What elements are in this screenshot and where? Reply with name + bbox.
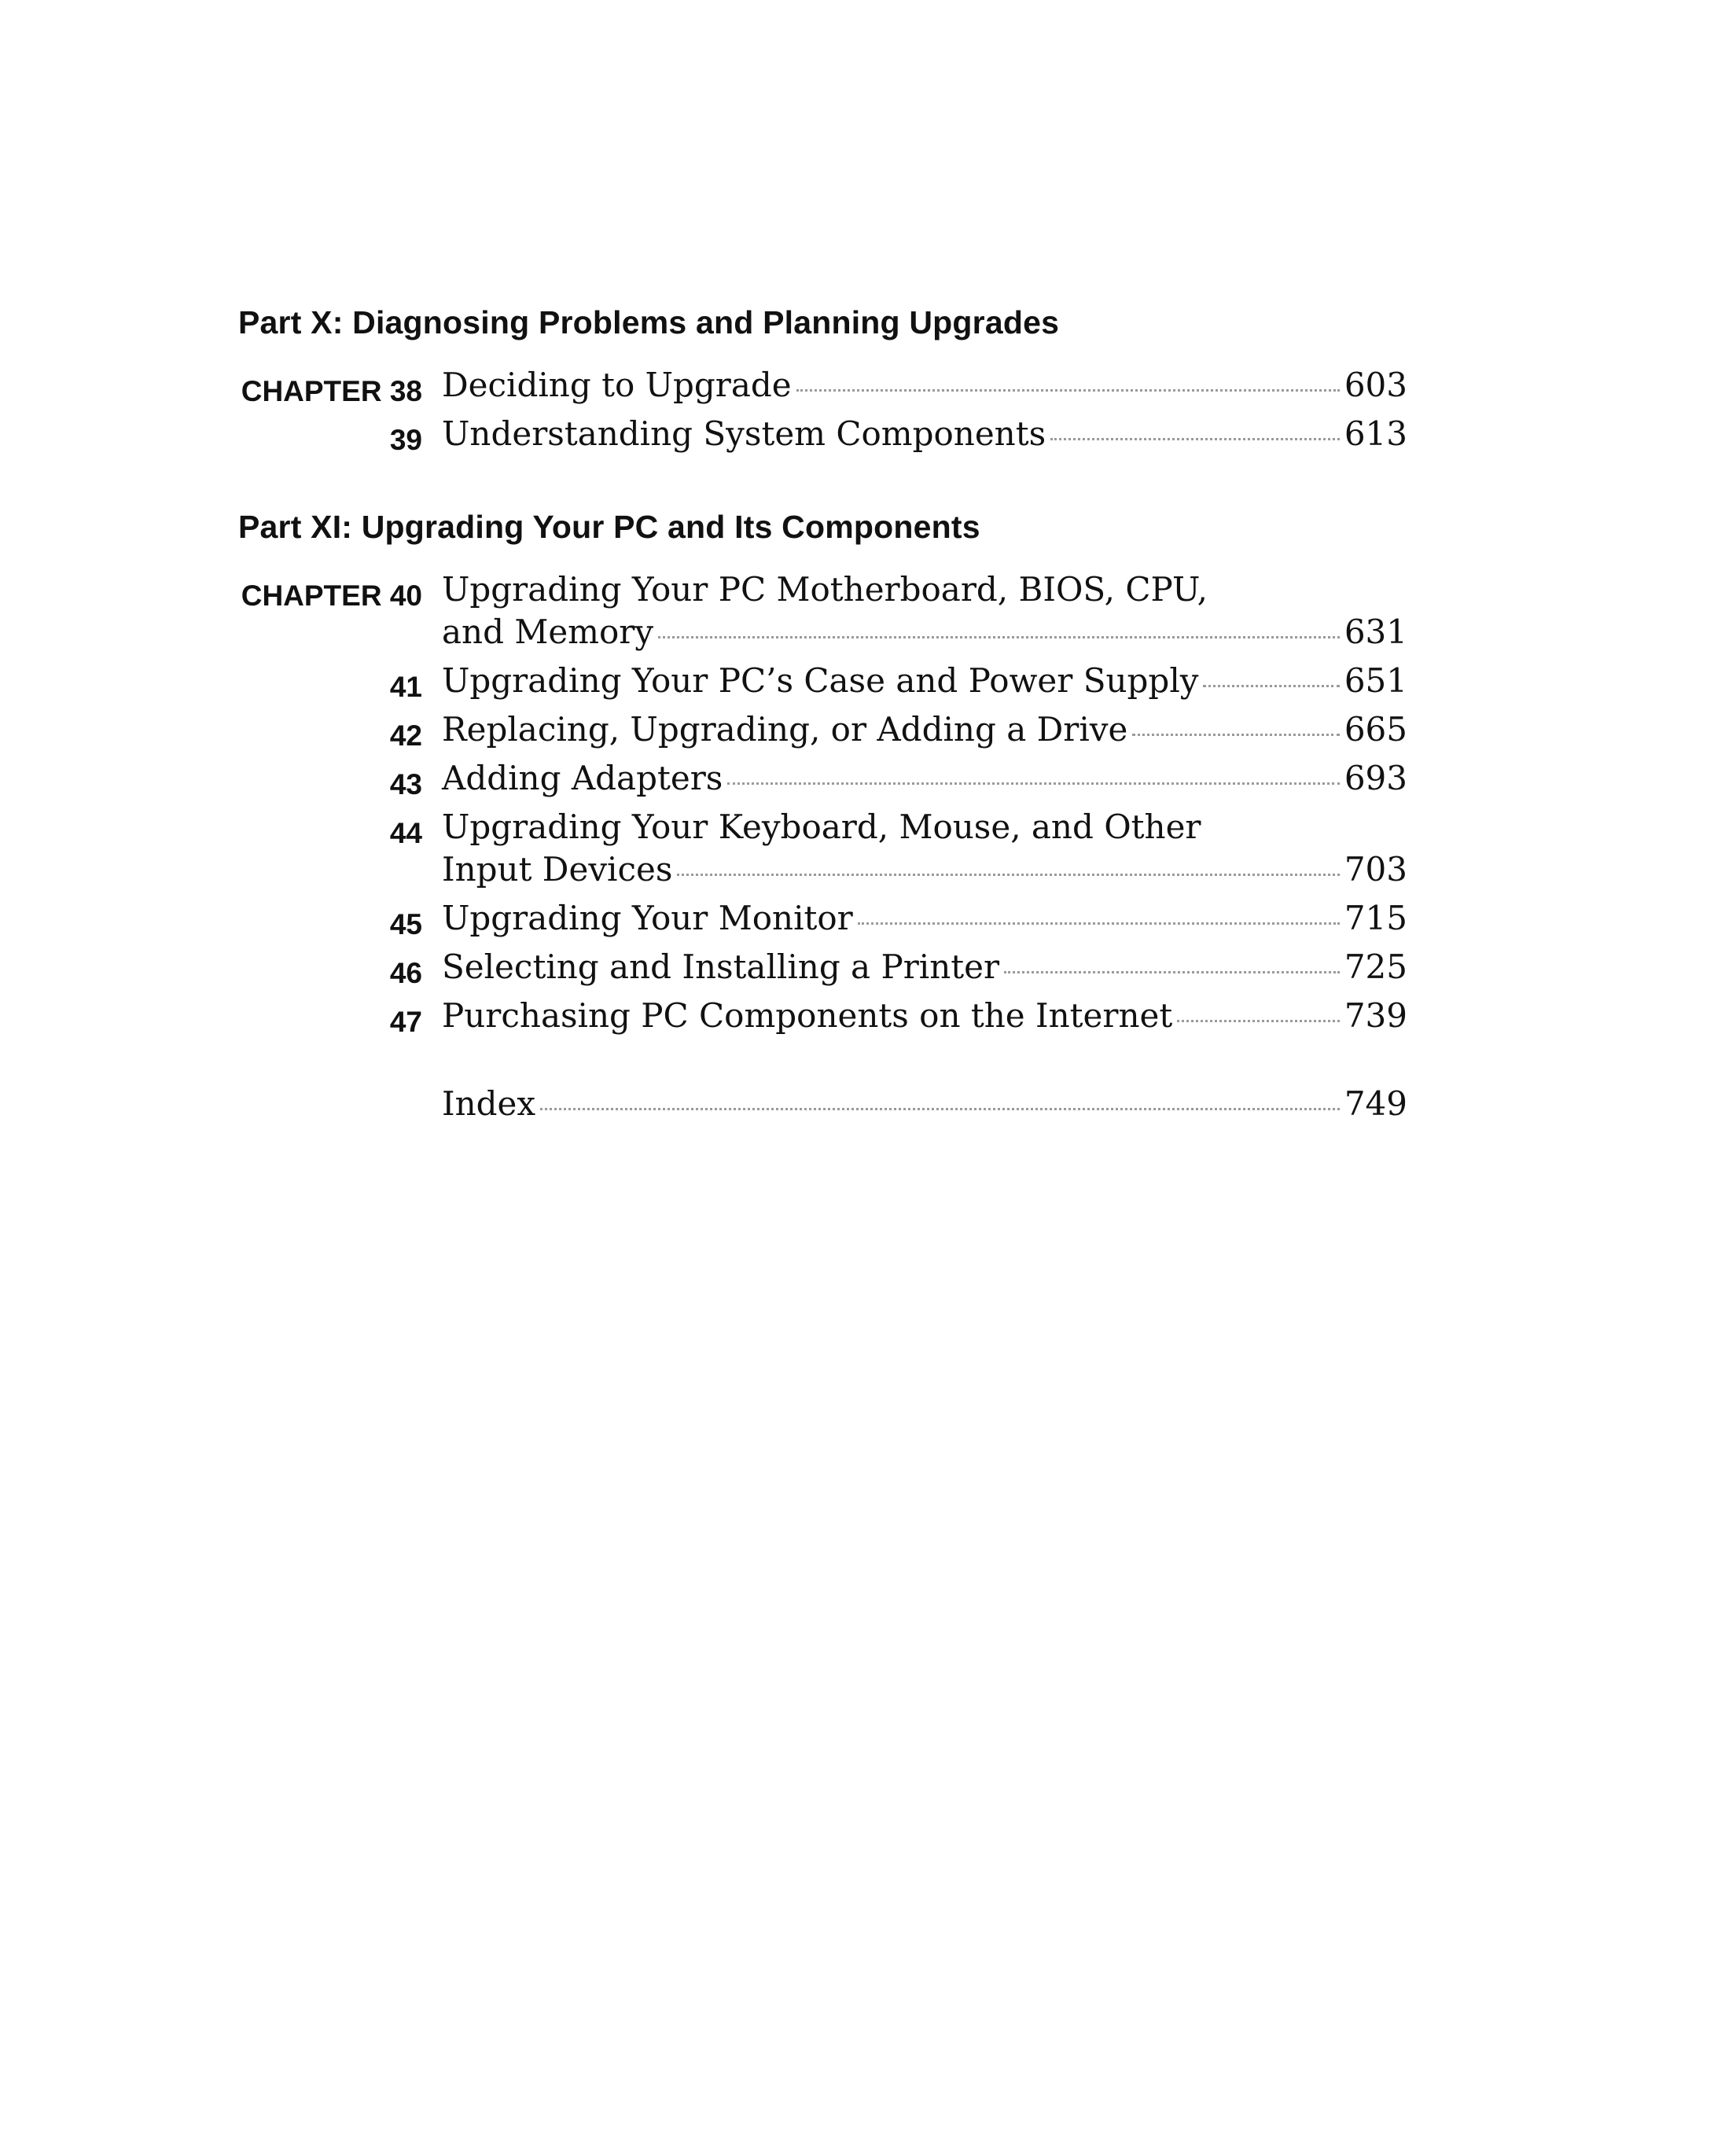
chapter-38-label: CHAPTER 38 [241, 375, 422, 407]
dot-leader [677, 874, 1339, 876]
toc-entry-chapter-39[interactable] [442, 414, 1407, 454]
chapter-42-page: 665 [1344, 710, 1407, 749]
index-page: 749 [1344, 1084, 1407, 1123]
chapter-41-title: Upgrading Your PC’s Case and Power Supply [442, 661, 1199, 700]
chapter-42-label: 42 [389, 719, 422, 752]
toc-entry-chapter-46[interactable] [442, 948, 1407, 987]
dot-leader [1177, 1020, 1340, 1022]
part-x-heading: Part X: Diagnosing Problems and Planning Upgrades [238, 304, 1060, 340]
dot-leader [727, 782, 1340, 785]
toc-entry-chapter-47[interactable] [442, 996, 1407, 1036]
chapter-41-page: 651 [1344, 661, 1407, 700]
dot-leader [658, 636, 1340, 638]
toc-entry-index[interactable] [442, 1084, 1407, 1124]
chapter-40-label: CHAPTER 40 [241, 580, 422, 612]
chapter-43-label: 43 [389, 768, 422, 800]
dot-leader [1132, 734, 1339, 736]
chapter-45-page: 715 [1344, 899, 1407, 937]
toc-entry-chapter-44-line2[interactable] [442, 850, 1407, 889]
toc-entry-chapter-42[interactable] [442, 710, 1407, 749]
chapter-45-label: 45 [389, 908, 422, 940]
dot-leader [1004, 971, 1340, 973]
index-title: Index [442, 1084, 536, 1123]
toc-entry-chapter-38[interactable] [442, 366, 1407, 405]
chapter-44-title-line2: Input Devices [442, 850, 673, 889]
chapter-40-title-line1: Upgrading Your PC Motherboard, BIOS, CPU, [442, 570, 1208, 609]
chapter-43-title: Adding Adapters [442, 759, 723, 797]
chapter-40-page: 631 [1344, 613, 1407, 651]
dot-leader [858, 922, 1340, 925]
dot-leader [796, 389, 1340, 392]
dot-leader [1050, 438, 1340, 440]
toc-entry-chapter-41[interactable] [442, 661, 1407, 701]
chapter-46-page: 725 [1344, 948, 1407, 986]
chapter-38-title: Deciding to Upgrade [442, 366, 792, 404]
chapter-44-page: 703 [1344, 850, 1407, 889]
toc-entry-chapter-43[interactable] [442, 759, 1407, 798]
chapter-39-page: 613 [1344, 414, 1407, 453]
dot-leader [540, 1108, 1340, 1110]
chapter-44-title-line1: Upgrading Your Keyboard, Mouse, and Other [442, 808, 1201, 846]
chapter-46-label: 46 [389, 957, 422, 989]
chapter-47-page: 739 [1344, 996, 1407, 1035]
chapter-39-title: Understanding System Components [442, 414, 1046, 453]
chapter-47-title: Purchasing PC Components on the Internet [442, 996, 1173, 1035]
toc-entry-chapter-44-line1[interactable] [442, 808, 1407, 847]
chapter-39-label: 39 [389, 424, 422, 456]
toc-entry-chapter-45[interactable] [442, 899, 1407, 938]
chapter-42-title: Replacing, Upgrading, or Adding a Drive [442, 710, 1128, 749]
chapter-40-title-line2: and Memory [442, 613, 654, 651]
dot-leader [1203, 685, 1339, 687]
part-xi-heading: Part XI: Upgrading Your PC and Its Components [238, 509, 980, 545]
chapter-47-label: 47 [389, 1006, 422, 1038]
chapter-43-page: 693 [1344, 759, 1407, 797]
chapter-44-label: 44 [389, 817, 422, 849]
toc-entry-chapter-40-line2[interactable] [442, 613, 1407, 652]
chapter-46-title: Selecting and Installing a Printer [442, 948, 1000, 986]
chapter-45-title: Upgrading Your Monitor [442, 899, 853, 937]
chapter-38-page: 603 [1344, 366, 1407, 404]
toc-entry-chapter-40-line1[interactable] [442, 570, 1407, 609]
chapter-41-label: 41 [389, 671, 422, 703]
